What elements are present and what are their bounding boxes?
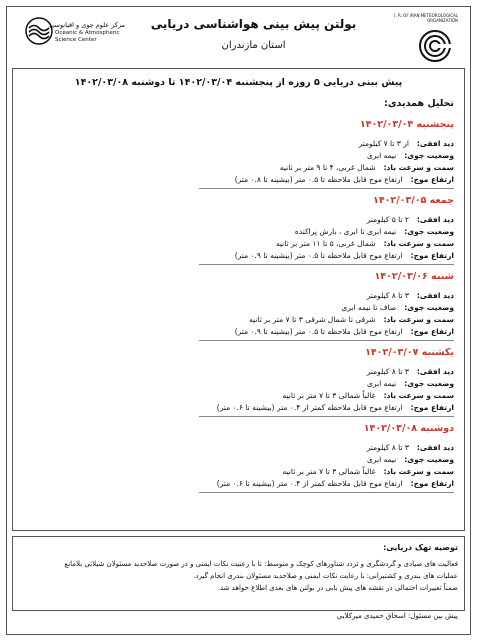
- wave-value: ارتفاع موج قابل ملاحظه کمتر از ۰.۴ متر (بیشینه تا ۰.۶ متر): [216, 403, 403, 412]
- center-name-fa: مرکز علوم جوی و اقیانوسی: [49, 21, 125, 29]
- weather-value: نیمه ابری: [366, 455, 397, 464]
- forecaster-signature: پیش بین مسئول: اسحاق حمیدی میرکلایی: [336, 612, 458, 620]
- weather-row: وضعیت جوی:نیمه ابری: [366, 455, 454, 464]
- wind-row: سمت و سرعت باد:شمال غربی، ۴ تا ۹ متر بر ثانیه: [279, 163, 454, 172]
- visibility-row: دید افقی:۳ تا ۸ کیلومتر: [366, 291, 454, 300]
- wave-row: ارتفاع موج:ارتفاع موج قابل ملاحظه تا ۰.۵ متر (بیشینه تا ۰.۸ متر): [199, 174, 454, 189]
- province-name: استان مازندران: [221, 40, 286, 51]
- visibility-row: دید افقی:از ۳ تا ۷ کیلومتر: [358, 139, 454, 148]
- visibility-value: ۳ تا ۸ کیلومتر: [366, 443, 409, 452]
- forecast-headline: پیش بینی دریایی ۵ روزه از پنجشنبه ۱۴۰۲/۰۳/۰۴ تا دوشنبه ۱۴۰۲/۰۳/۰۸: [74, 77, 403, 88]
- recommendation-line: ضمناً تغییرات احتمالی در نقشه های پیش یابی در بولتن های بعدی اطلاع خواهد شد.: [217, 584, 458, 592]
- forecast-section: [12, 68, 465, 531]
- wave-row: ارتفاع موج:ارتفاع موج قابل ملاحظه کمتر از ۰.۴ متر (بیشینه تا ۰.۶ متر): [199, 402, 454, 417]
- synoptic-analysis-title: تحلیل همدیدی:: [384, 98, 454, 109]
- wind-row: سمت و سرعت باد:غالباً شمالی ۳ تا ۷ متر بر ثانیه: [282, 391, 454, 400]
- day-forecast: [13, 347, 454, 417]
- center-name-en-1: Oceanic & Atmospheric: [55, 30, 120, 36]
- weather-value: نیمه ابری تا ابری ، بارش پراکنده: [294, 227, 397, 236]
- center-name-en-2: Science Center: [55, 37, 97, 43]
- wave-value: ارتفاع موج قابل ملاحظه تا ۰.۵ متر (بیشینه تا ۰.۹ متر): [234, 251, 403, 260]
- wave-row: ارتفاع موج:ارتفاع موج قابل ملاحظه کمتر از ۰.۴ متر (بیشینه تا ۰.۶ متر): [199, 478, 454, 493]
- wave-row: ارتفاع موج:ارتفاع موج قابل ملاحظه تا ۰.۵ متر (بیشینه تا ۰.۹ متر): [199, 326, 454, 341]
- meteorological-organization-logo: [388, 11, 458, 65]
- day-title: پنجشنبه ۱۴۰۲/۰۳/۰۴: [359, 119, 454, 130]
- ocean-atmos-center-logo: [17, 13, 127, 65]
- wind-value: شمال غربی، ۵ تا ۱۱ متر بر ثانیه: [275, 239, 376, 248]
- wave-row: ارتفاع موج:ارتفاع موج قابل ملاحظه تا ۰.۵ متر (بیشینه تا ۰.۹ متر): [199, 250, 454, 265]
- weather-value: نیمه ابری: [366, 151, 397, 160]
- day-title: یکشنبه ۱۴۰۲/۰۳/۰۷: [365, 347, 454, 358]
- organization-name: I. R. OF IRAN METEOROLOGICAL ORGANIZATION: [394, 13, 458, 23]
- visibility-row: دید افقی:۳ تا ۸ کیلومتر: [366, 443, 454, 452]
- wind-value: غالباً شمالی ۳ تا ۷ متر بر ثانیه: [282, 391, 376, 400]
- day-forecast: [13, 423, 454, 493]
- bulletin-title: بولتن پیش بینی هواشناسی دریایی: [150, 17, 357, 31]
- day-forecast: [13, 119, 454, 189]
- weather-value: صاف تا نیمه ابری: [341, 303, 397, 312]
- day-title: دوشنبه ۱۴۰۲/۰۳/۰۸: [363, 423, 454, 434]
- recommendations-box: [12, 536, 465, 611]
- day-title: جمعه ۱۴۰۲/۰۳/۰۵: [373, 195, 454, 206]
- weather-row: وضعیت جوی:صاف تا نیمه ابری: [341, 303, 454, 312]
- wind-value: شرقی تا شمال شرقی ۳ تا ۷ متر بر ثانیه: [249, 315, 376, 324]
- wave-value: ارتفاع موج قابل ملاحظه کمتر از ۰.۴ متر (بیشینه تا ۰.۶ متر): [216, 479, 403, 488]
- wind-value: غالباً شمالی ۳ تا ۷ متر بر ثانیه: [282, 467, 376, 476]
- weather-value: نیمه ابری: [366, 379, 397, 388]
- recommendations-title: توصیه تهک دریایی:: [383, 543, 458, 552]
- meteo-logo-icon: [418, 29, 452, 63]
- wind-row: سمت و سرعت باد:شمال غربی، ۵ تا ۱۱ متر بر ثانیه: [275, 239, 454, 248]
- visibility-value: ۳ تا ۸ کیلومتر: [366, 291, 409, 300]
- day-title: شنبه ۱۴۰۲/۰۳/۰۶: [374, 271, 454, 282]
- visibility-value: ۳ تا ۸ کیلومتر: [366, 367, 409, 376]
- weather-row: وضعیت جوی:نیمه ابری: [366, 379, 454, 388]
- wind-value: شمال غربی، ۴ تا ۹ متر بر ثانیه: [279, 163, 376, 172]
- day-forecast: [13, 195, 454, 265]
- bulletin-header: [7, 7, 470, 67]
- recommendation-line: عملیات های بندری و کشتیرانی: با رعایت نکات ایمنی و صلاحدید مسئولان بندری انجام گیرد.: [193, 572, 458, 580]
- weather-row: وضعیت جوی:نیمه ابری تا ابری ، بارش پراکنده: [294, 227, 454, 236]
- wave-value: ارتفاع موج قابل ملاحظه تا ۰.۵ متر (بیشینه تا ۰.۹ متر): [234, 327, 403, 336]
- visibility-value: ۲ تا ۵ کیلومتر: [366, 215, 409, 224]
- wave-value: ارتفاع موج قابل ملاحظه تا ۰.۵ متر (بیشینه تا ۰.۸ متر): [234, 175, 403, 184]
- bulletin-page: [6, 6, 471, 635]
- day-forecast: [13, 271, 454, 341]
- visibility-row: دید افقی:۲ تا ۵ کیلومتر: [366, 215, 454, 224]
- visibility-row: دید افقی:۳ تا ۸ کیلومتر: [366, 367, 454, 376]
- wind-row: سمت و سرعت باد:شرقی تا شمال شرقی ۳ تا ۷ متر بر ثانیه: [249, 315, 454, 324]
- recommendation-line: فعالیت های صیادی و گردشگری و تردد شناورهای کوچک و متوسط: تا با رعنیت نکات ایمنی و در صورت صلاحدید مسئولان شیلاتی بلامانع: [64, 560, 458, 568]
- wind-row: سمت و سرعت باد:غالباً شمالی ۳ تا ۷ متر بر ثانیه: [282, 467, 454, 476]
- weather-row: وضعیت جوی:نیمه ابری: [366, 151, 454, 160]
- visibility-value: از ۳ تا ۷ کیلومتر: [358, 139, 409, 148]
